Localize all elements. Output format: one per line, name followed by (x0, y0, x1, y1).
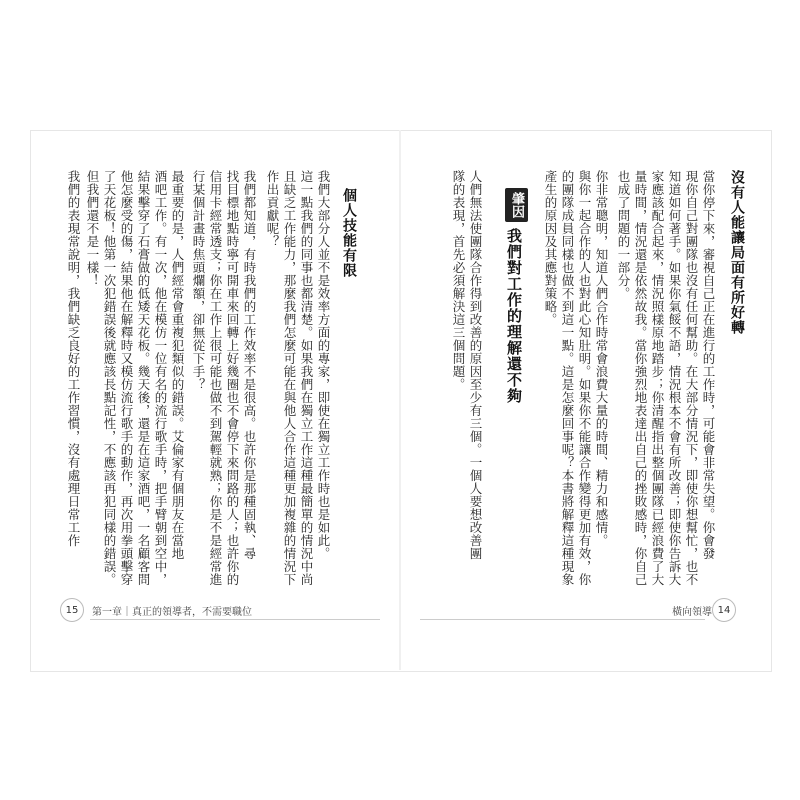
text-line: 現你自己對團隊也沒有任何幫助。在大部分情況下，即使你想幫忙，也不 (684, 170, 699, 586)
text-line: 與你一起合作的人也對此心知肚明。如果你不能讓合作變得更加有效，你 (577, 170, 592, 586)
footer-rule (90, 619, 380, 620)
text-line: 這一點我們的同事也都清楚。如果我們在獨立工作這種最簡單的情況中尚 (299, 170, 314, 586)
text-line: 也成了問題的一部分。 (616, 170, 631, 300)
text-line: 找目標地點時寧可開車來回轉上好幾圈也不會停下來問路的人；也許你的 (225, 170, 240, 586)
paragraph (82, 170, 186, 586)
paragraph (446, 170, 484, 560)
text-line: 我們都知道，有時我們的工作效率不是很高。也許你是那種固執、尋 (242, 170, 257, 560)
text-line: 作出貢獻呢？ (265, 170, 280, 248)
text-line: 人們無法使團隊合作得到改善的原因至少有三個。一個人要想改善團 (468, 170, 483, 560)
text-line: 量時間，情況還是依然故我。當你強烈地表達出自己的挫敗感時，你自己 (633, 170, 648, 586)
text-line: 的團隊成員同樣也做不到這一點。這是怎麼回事呢？本書將解釋這種現象 (560, 170, 575, 586)
text-line: 知道如何著手。如果你氣餒不語，情況根本不會有所改善；即使你告訴大 (667, 170, 682, 586)
text-line: 你非常聰明，知道人們合作時常會浪費大量的時間、精力和感情。 (594, 170, 609, 547)
text-line: 且缺乏工作能力，那麼我們怎麼可能在與他人合作這種更加複雜的情況下 (282, 170, 297, 586)
running-head: 第一章｜真正的領導者，不需要職位 (92, 607, 252, 618)
footer-rule (420, 619, 705, 620)
text-line: 結果擊穿了石膏做的低矮天花板。幾天後，還是在這家酒吧，一名顧客問 (136, 170, 151, 586)
paragraph (260, 170, 332, 586)
running-head: 橫向領導 (672, 607, 712, 618)
text-line: 他怎麼受的傷，結果他在解釋時又模仿流行歌手的動作，再次用拳頭擊穿 (119, 170, 134, 586)
section-heading: 沒有人能讓局面有所好轉 (729, 170, 745, 335)
paragraph (540, 170, 610, 586)
text-line: 酒吧工作。有一次，他在模仿一位有名的流行歌手時，把手臂朝到空中， (153, 170, 168, 586)
text-line: 了天花板！他第一次犯錯誤後就應該長點記性，不應該再犯同樣的錯誤。 (102, 170, 117, 586)
paragraph (612, 170, 717, 586)
text-line: 我們大部分人並不是效率方面的專家，即使在獨立工作時也是如此。 (316, 170, 331, 560)
text-line: 當你停下來，審視自己正在進行的工作時，可能會非常失望。你會發 (701, 170, 716, 560)
paragraph (188, 170, 258, 586)
text-line: 信用卡經常透支；你在工作上很可能也做不到駕輕就熟；你是不是經常進 (208, 170, 223, 586)
section-heading: 個人技能有限 (341, 188, 357, 278)
text-line: 家應該配合起來，情況照樣原地踏步；你清醒指出整個團隊已經浪費了大 (650, 170, 665, 586)
page-number: 14 (712, 598, 736, 622)
text-line: 最重要的是，人們經常會重複犯類似的錯誤。艾倫家有個朋友在當地 (170, 170, 185, 560)
section-badge: 肇因 (505, 188, 528, 222)
text-line: 行某個計畫時焦頭爛額，卻無從下手？ (191, 170, 206, 391)
page-number: 15 (60, 598, 84, 622)
text-line: 產生的原因及其應對策略。 (543, 170, 558, 326)
paragraph (64, 170, 82, 547)
text-line: 我們的表現常說明，我們缺乏良好的工作習慣，沒有處理日常工作 (66, 170, 81, 547)
text-line: 但我們還不是一樣！ (85, 170, 100, 287)
text-line: 隊的表現，首先必須解決這三個問題。 (451, 170, 466, 391)
page-gutter (399, 130, 401, 670)
section-heading: 我們對工作的理解還不夠 (505, 228, 523, 404)
